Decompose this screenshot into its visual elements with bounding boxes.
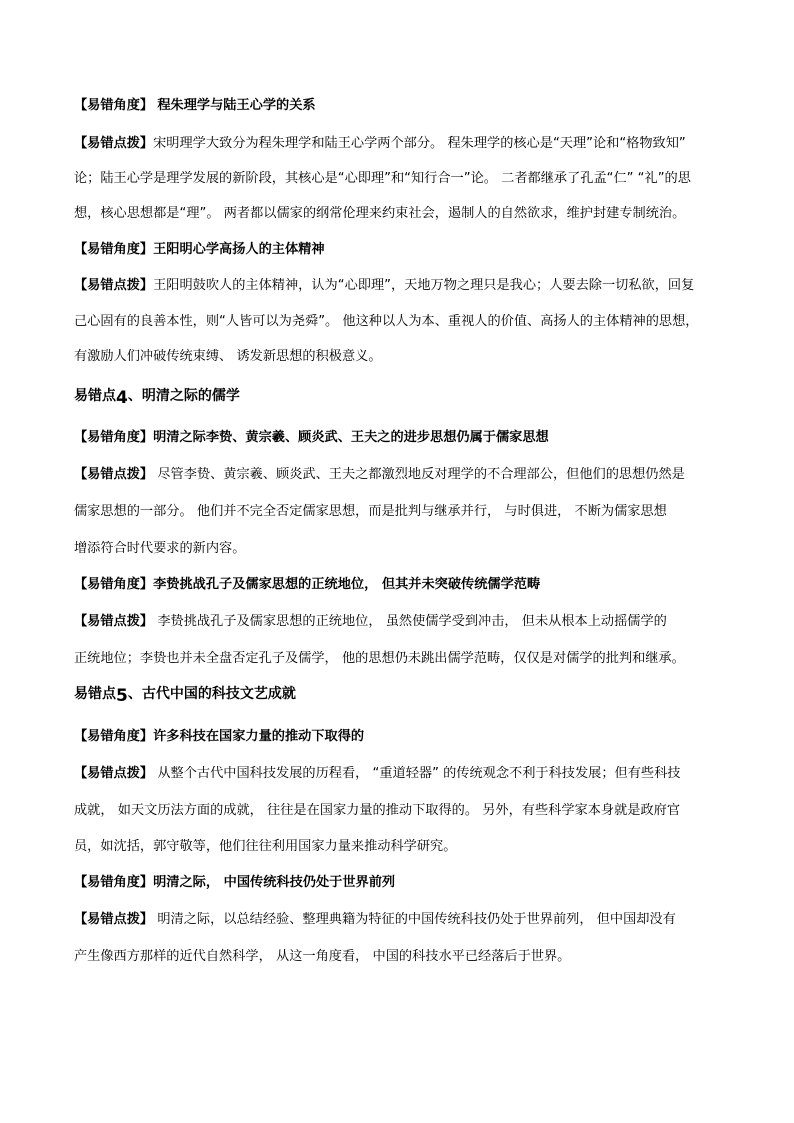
error-tip-line — [74, 134, 734, 154]
error-tip-line: 正统地位；李贽也并未全盘否定孔子及儒学， 他的思想仍未跳出儒学范畴，仅仅是对儒学的批判和继承。 — [74, 651, 685, 666]
error-angle-tag: 【易错角度】 — [74, 430, 154, 445]
error-tip-line: 己心固有的良善本性，则“人皆可以为尧舜”。 他这种以人为本、重视人的价值、高扬人的主体精神的思想， — [74, 314, 699, 329]
error-angle-tag: 【易错角度】 — [74, 242, 154, 257]
error-angle-line — [74, 575, 734, 595]
error-tip-line — [74, 612, 734, 632]
error-tip-line: 产生像西方那样的近代自然科学， 从这一角度看， 中国的科技水平已经落后于世界。 — [74, 949, 571, 964]
section-heading: 易错点4、明清之际的儒学 — [74, 388, 240, 408]
error-tip-tag: 【易错点拨】 — [74, 136, 154, 151]
error-tip-text: 明清之际，以总结经验、整理典籍为特征的中国传统科技仍处于世界前列， 但中国却没有 — [157, 912, 676, 927]
error-tip-line — [74, 276, 734, 296]
error-tip-line — [74, 910, 734, 930]
error-angle-text: 程朱理学与陆王心学的关系 — [157, 98, 316, 113]
error-tip-line: 论；陆王心学是理学发展的新阶段，其核心是“心即理”和“知行合一”论。 二者都继承了孔孟“仁” “礼”的思 — [74, 171, 691, 186]
error-tip-text: 王阳明鼓吹人的主体精神，认为“心即理”，天地万物之理只是我心；人要去除一切私欲，回复 — [153, 278, 695, 293]
error-angle-text: 王阳明心学高扬人的主体精神 — [153, 242, 325, 257]
error-angle-tag: 【易错角度】 — [74, 875, 154, 890]
error-angle-text: 明清之际李贽、黄宗羲、顾炎武、王夫之的进步思想仍属于儒家思想 — [153, 430, 549, 445]
error-tip-tag: 【易错点拨】 — [74, 467, 154, 482]
error-tip-line: 有激励人们冲破传统束缚、 诱发新思想的积极意义。 — [74, 349, 382, 364]
error-angle-line — [74, 873, 734, 893]
error-angle-text: 许多科技在国家力量的推动下取得的 — [153, 729, 365, 744]
error-angle-text: 李贽挑战孔子及儒家思想的正统地位， 但其并未突破传统儒学范畴 — [153, 577, 541, 592]
error-tip-line — [74, 465, 734, 485]
error-tip-tag: 【易错点拨】 — [74, 766, 154, 781]
error-angle-line — [74, 428, 734, 448]
error-tip-line: 增添符合时代要求的新内容。 — [74, 541, 246, 556]
error-angle-line — [74, 96, 734, 116]
error-tip-text: 从整个古代中国科技发展的历程看， “重道轻器” 的传统观念不利于科技发展；但有些科技 — [157, 766, 681, 781]
error-tip-text: 李贽挑战孔子及儒家思想的正统地位， 虽然使儒学受到冲击， 但未从根本上动摇儒学的 — [157, 614, 667, 629]
error-tip-tag: 【易错点拨】 — [74, 912, 154, 927]
error-tip-line: 成就， 如天文历法方面的成就， 往往是在国家力量的推动下取得的。 另外，有些科学家本身就是政府官 — [74, 803, 681, 818]
error-angle-tag: 【易错角度】 — [74, 577, 154, 592]
error-tip-tag: 【易错点拨】 — [74, 614, 154, 629]
error-tip-line: 员，如沈括，郭守敬等，他们往往利用国家力量来推动科学研究。 — [74, 839, 457, 854]
error-angle-line — [74, 240, 734, 260]
section-heading: 易错点5、古代中国的科技文艺成就 — [74, 686, 296, 706]
error-tip-line: 想，核心思想都是“理”。 两者都以儒家的纲常伦理来约束社会，遏制人的自然欲求，维护封建专制统治。 — [74, 206, 686, 221]
error-tip-line: 儒家思想的一部分。 他们并不完全否定儒家思想，而是批判与继承并行， 与时俱进， 不断为儒家思想 — [74, 504, 667, 519]
error-tip-tag: 【易错点拨】 — [74, 278, 154, 293]
error-tip-line — [74, 764, 734, 784]
error-tip-text: 尽管李贽、黄宗羲、顾炎武、王夫之都激烈地反对理学的不合理部公，但他们的思想仍然是 — [157, 467, 685, 482]
error-angle-text: 明清之际， 中国传统科技仍处于世界前列 — [153, 875, 396, 890]
error-angle-line — [74, 727, 734, 747]
error-angle-tag: 【易错角度】 — [74, 729, 154, 744]
error-angle-tag: 【易错角度】 — [74, 98, 154, 113]
error-tip-text: 宋明理学大致分为程朱理学和陆王心学两个部分。 程朱理学的核心是“天理”论和“格物致知” — [153, 136, 686, 151]
